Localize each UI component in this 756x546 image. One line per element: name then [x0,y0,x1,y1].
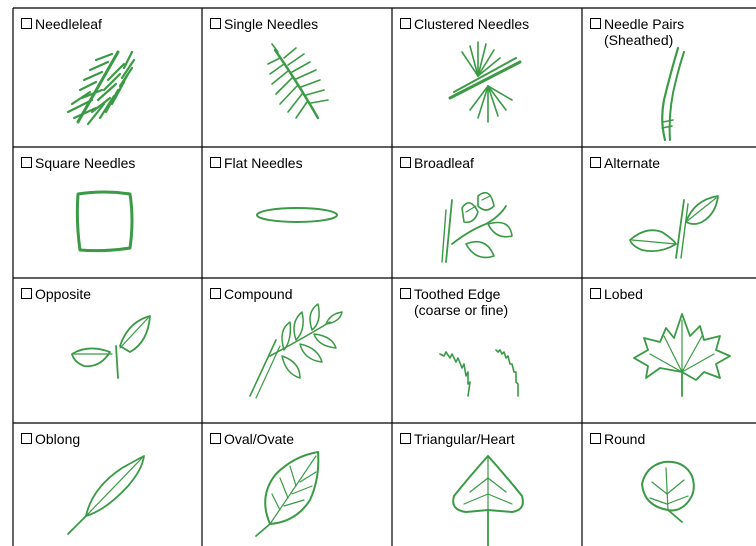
checkbox[interactable] [21,433,32,444]
cell-label: Clustered Needles [414,16,530,32]
checkbox[interactable] [590,18,601,29]
cell-opposite [13,278,202,423]
cell-clustered-needles [392,8,582,147]
checkbox[interactable] [400,288,411,299]
checkbox[interactable] [210,18,221,29]
cell-label: Lobed [604,286,643,302]
cell-label: Needleleaf [35,16,102,32]
cell-label: Square Needles [35,155,136,171]
checkbox[interactable] [590,288,601,299]
cell-label: Round [604,431,646,447]
cell-flat-needles [202,147,392,278]
cell-label: Single Needles [224,16,319,32]
cell-label: Compound [224,286,293,302]
checkbox[interactable] [21,157,32,168]
cell-needleleaf [13,8,202,147]
cell-label: Triangular/Heart [414,431,515,447]
checkbox[interactable] [210,288,221,299]
checkbox[interactable] [400,433,411,444]
checkbox[interactable] [21,288,32,299]
cell-label: Broadleaf [414,155,474,171]
cell-square-needles [13,147,202,278]
cell-label: Opposite [35,286,92,302]
checkbox[interactable] [590,433,601,444]
checkbox[interactable] [400,18,411,29]
cell-oval-ovate [202,423,392,546]
checkbox[interactable] [21,18,32,29]
cell-lobed [582,278,756,423]
cell-needle-pairs [582,8,756,147]
cell-label: Toothed Edge (coarse or fine) [414,286,509,318]
cell-label: Oblong [35,431,81,447]
cell-label: Oval/Ovate [224,431,295,447]
cell-oblong [13,423,202,546]
checkbox[interactable] [590,157,601,168]
checkbox[interactable] [210,433,221,444]
cell-single-needles [202,8,392,147]
cell-triangular-heart [392,423,582,546]
cell-label: Needle Pairs (Sheathed) [604,16,685,48]
cell-label: Alternate [604,155,661,171]
cell-compound [202,278,392,423]
cell-alternate [582,147,756,278]
cell-toothed-edge [392,278,582,423]
cell-label: Flat Needles [224,155,303,171]
checkbox[interactable] [400,157,411,168]
cell-round [582,423,756,546]
cell-broadleaf [392,147,582,278]
checkbox[interactable] [210,157,221,168]
